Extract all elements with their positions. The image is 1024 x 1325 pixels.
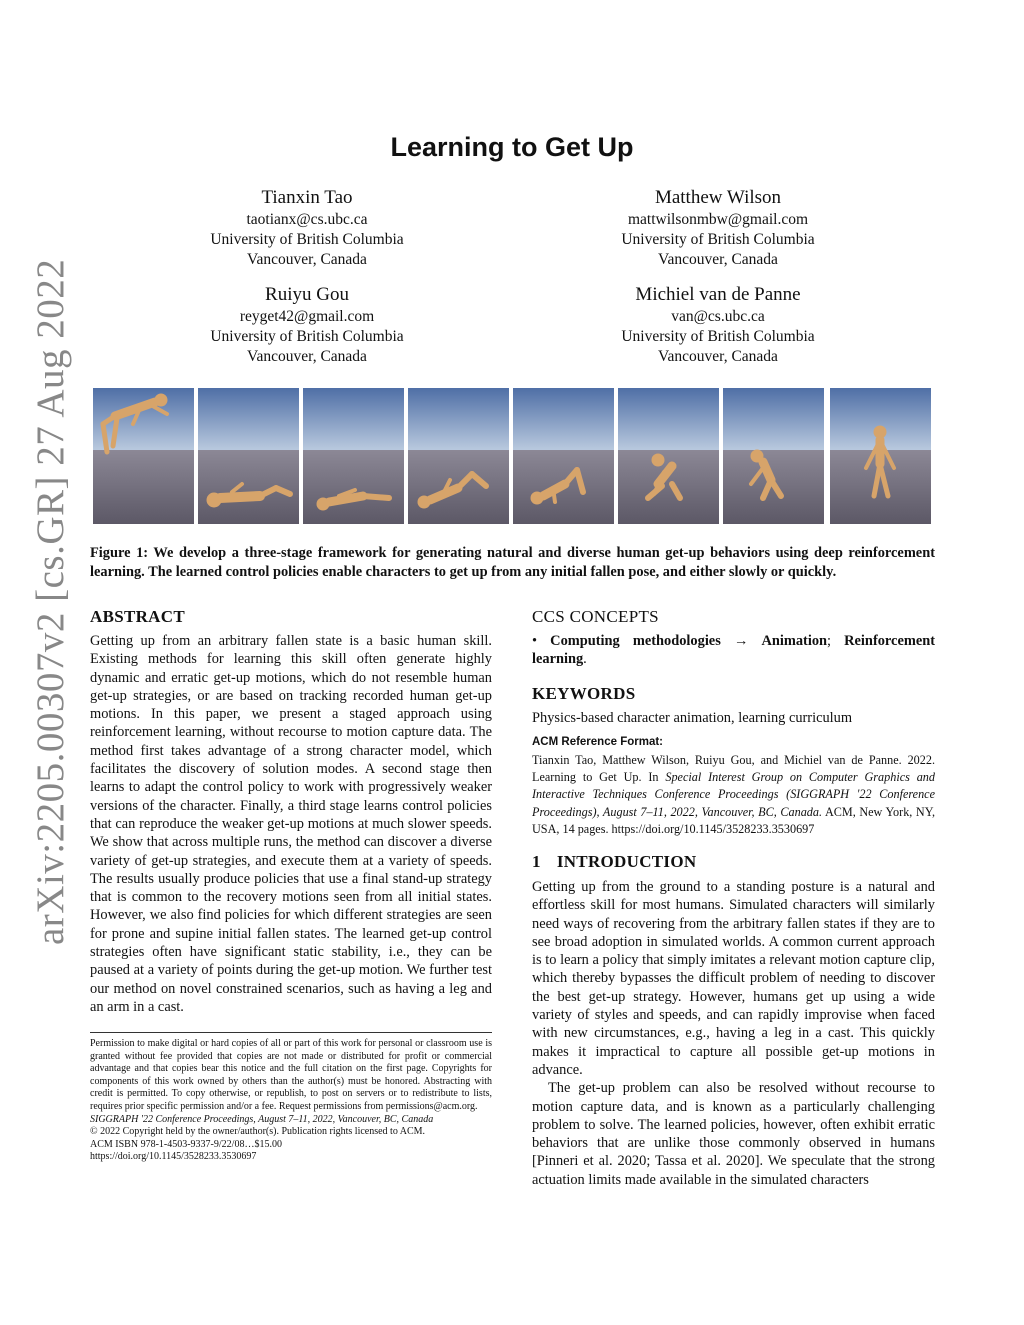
introduction-text: [532, 878, 935, 1189]
figure-frame-4: [408, 388, 509, 524]
ccs-term: Animation: [761, 633, 828, 649]
author-name: Michiel van de Panne: [635, 284, 801, 305]
ccs-heading: CCS CONCEPTS: [532, 607, 659, 626]
author-location: Vancouver, Canada: [247, 251, 367, 268]
ccs-bullet: •: [532, 633, 538, 649]
author-affiliation: University of British Columbia: [621, 328, 815, 345]
acm-reference-rest: ACM, New York, NY, USA, 14 pages. https://doi.org/10.1145/3528233.3530697: [532, 804, 936, 836]
figure-frame-5: [513, 388, 614, 524]
ccs-separator: ;: [827, 633, 832, 649]
author-name: Tianxin Tao: [261, 187, 353, 208]
author-email: van@cs.ubc.ca: [671, 308, 765, 325]
ccs-arrow: →: [733, 633, 749, 649]
introduction-paragraph: Getting up from the ground to a standing posture is a natural and effortless skill for most humans. Simulated characters will similarly need ways of recovering from the arbitrary fallen states if they are to see broad adoption in simulated worlds. A common current approach is to learn a policy that simply imitates a relevant motion capture clip, which thereby bypasses the difficult problem of needing to discover the best get-up strategy. However, humans get up using a wide variety of styles and speeds, and can rapidly improvise when faced with new circumstances, e.g., having a leg in a cast. This quickly makes it impractical to capture all possible get-up motions in advance.: [532, 879, 935, 1078]
author-name: Ruiyu Gou: [265, 284, 349, 305]
keywords-heading: KEYWORDS: [532, 684, 636, 703]
permission-footnote: [90, 1032, 492, 1164]
abstract-text: Getting up from an arbitrary fallen state is a basic human skill. Existing methods for learning this skill often generate highly dynamic and erratic get-up motions, which do not resemble human get-up strategies, or are based on tracking recorded human get-up motions. In this paper, we present a staged approach using reinforcement learning, without recourse to motion capture data. The method first takes advantage of a strong character model, which facilitates the discovery of solution modes. A second stage then learns to adapt the control policy to work with progressively weaker versions of the character. Finally, a third stage learns control policies that can reproduce the weaker get-up motions at much slower speeds. We show that across multiple runs, the method can discover a diverse variety of get-up strategies, and execute them at a variety of speeds. The results usually produce policies that use a final stand-up strategy that is common to the recovery motions seen from all initial states. However, we also find policies for which different strategies are seen for prone and supine initial fallen states. The learned get-up control strategies often have significant static stability, i.e., they can be paused at a variety of points during the get-up motion. We further test our method on novel constrained scenarios, such as having a leg and an arm in a cast.: [90, 633, 492, 1015]
acm-reference-venue: Special Interest Group on Computer Graphics and Interactive Techniques Conference Proceedings (SIGGRAPH '22 Conference Proceedings), August 7–11, 2022, Vancouver, BC, Canada.: [532, 770, 935, 819]
figure-frame-7: [723, 388, 824, 524]
section-number: 1: [532, 852, 541, 871]
permission-text: Permission to make digital or hard copies of all or part of this work for personal or classroom use is granted without fee provided that copies are not made or distributed for profit or commercial advantage and that copies bear this notice and the full citation on the first page. Copyrights for components of this work owned by others than the author(s) must be honored. Abstracting with credit is permitted. To copy otherwise, or republish, to post on servers or to redistribute to lists, requires prior specific permission and/or a fee. Request permissions from permissions@acm.org.: [90, 1038, 492, 1112]
ccs-concepts: [532, 632, 935, 669]
author-location: Vancouver, Canada: [247, 348, 367, 365]
author-email: mattwilsonmbw@gmail.com: [627, 211, 809, 228]
figure-caption: Figure 1: We develop a three-stage framework for generating natural and diverse human get-up behaviors using deep reinforcement learning. The learned control policies enable characters to get up from any initial fallen pose, and either slowly or quickly.: [90, 545, 935, 580]
figure-frame-3: [303, 388, 404, 524]
author-email: reyget42@gmail.com: [239, 308, 375, 325]
introduction-heading: [532, 852, 696, 872]
ccs-end: .: [583, 651, 587, 668]
author-affiliation: University of British Columbia: [210, 328, 404, 345]
author-block: [142, 186, 472, 270]
author-block: [142, 283, 472, 367]
ccs-term: Computing methodologies: [550, 633, 721, 649]
paper-title: Learning to Get Up: [390, 132, 634, 162]
abstract-heading: ABSTRACT: [90, 607, 185, 626]
acm-reference-heading: ACM Reference Format:: [532, 736, 663, 748]
author-affiliation: University of British Columbia: [621, 231, 815, 248]
permission-isbn: ACM ISBN 978-1-4503-9337-9/22/08…$15.00: [90, 1138, 282, 1150]
permission-doi: https://doi.org/10.1145/3528233.3530697: [90, 1151, 257, 1163]
ccs-term: Reinforcement learning: [532, 633, 935, 668]
section-title: INTRODUCTION: [556, 852, 697, 871]
acm-reference-authors: Tianxin Tao, Matthew Wilson, Ruiyu Gou, and Michiel van de Panne. 2022. Learning to Get Up. In: [532, 753, 935, 785]
author-location: Vancouver, Canada: [658, 348, 778, 365]
figure-1-image-strip: [93, 388, 931, 524]
figure-frame-1: [93, 388, 194, 524]
figure-frame-2: [198, 388, 299, 524]
author-email: taotianx@cs.ubc.ca: [246, 211, 368, 228]
figure-frame-8: [830, 388, 931, 524]
figure-frame-6: [618, 388, 719, 524]
author-block: [553, 283, 883, 367]
author-name: Matthew Wilson: [654, 187, 782, 208]
acm-reference-text: [532, 752, 935, 838]
keywords-text: Physics-based character animation, learning curriculum: [532, 710, 853, 726]
author-block: [553, 186, 883, 270]
arxiv-identifier: arXiv:2205.00307v2 [cs.GR] 27 Aug 2022: [29, 258, 72, 945]
permission-venue: SIGGRAPH '22 Conference Proceedings, August 7–11, 2022, Vancouver, BC, Canada: [90, 1113, 434, 1125]
permission-copyright: © 2022 Copyright held by the owner/author(s). Publication rights licensed to ACM.: [90, 1126, 426, 1138]
author-affiliation: University of British Columbia: [210, 231, 404, 248]
introduction-paragraph: The get-up problem can also be resolved without recourse to motion capture data, and is known as a particularly challenging problem to solve. The learned policies, however, often exhibit erratic behaviors that are unlike those commonly observed in humans [Pinneri et al. 2020; Tassa et al. 2020]. We speculate that the strong actuation limits made available in the simulated characters: [532, 1080, 935, 1188]
author-location: Vancouver, Canada: [658, 251, 778, 268]
